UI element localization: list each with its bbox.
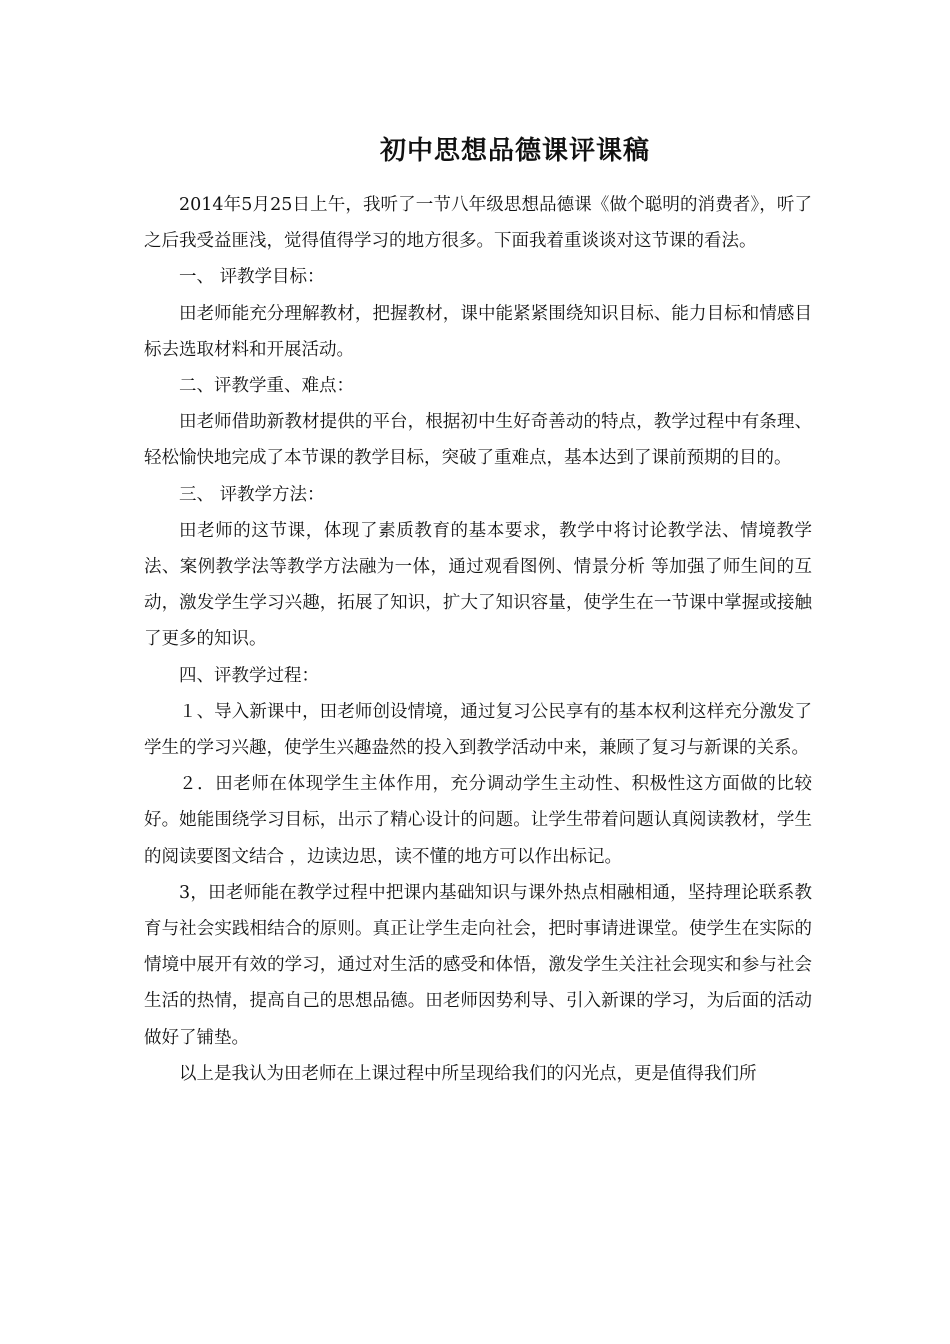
document-body	[144, 187, 812, 1092]
document-title: 初中思想品德课评课稿	[379, 136, 650, 166]
methods-paragraph: 田老师的这节课，体现了素质教育的基本要求，教学中将讨论教学法、情境教学法、案例教学法等教学方法融为一体，通过观看图例、情景分析 等加强了师生间的互动，激发学生学习兴趣，拓展了知识，扩大了知识容量，使学生在一节课中掌握或接触了更多的知识。	[144, 520, 812, 650]
goals-paragraph: 田老师能充分理解教材，把握教材，课中能紧紧围绕知识目标、能力目标和情感目标去选取材料和开展活动。	[144, 303, 812, 360]
section-heading-key-points: 二、评教学重、难点：	[179, 376, 354, 397]
section-heading-goals: 一、 评教学目标：	[179, 267, 325, 288]
process-item-2: ２．田老师在体现学生主体作用，充分调动学生主动性、积极性这方面做的比较好。她能围绕学习目标，出示了精心设计的问题。让学生带着问题认真阅读教材，学生的阅读要图文结合 ，边读边思，读不懂的地方可以作出标记。	[144, 774, 812, 867]
intro-paragraph: 2014年5月25日上午，我听了一节八年级思想品德课《做个聪明的消费者》，听了之后我受益匪浅，觉得值得学习的地方很多。下面我着重谈谈对这节课的看法。	[144, 195, 812, 252]
section-heading-methods: 三、 评教学方法：	[179, 484, 325, 505]
key-points-paragraph: 田老师借助新教材提供的平台，根据初中生好奇善动的特点，教学过程中有条理、轻松愉快地完成了本节课的教学目标，突破了重难点，基本达到了课前预期的目的。	[144, 412, 812, 469]
conclusion-paragraph: 以上是我认为田老师在上课过程中所呈现给我们的闪光点，更是值得我们所	[179, 1063, 757, 1084]
process-item-1: １、导入新课中，田老师创设情境，通过复习公民享有的基本权利这样充分激发了学生的学习兴趣，使学生兴趣盎然的投入到教学活动中来，兼顾了复习与新课的关系。	[144, 701, 812, 759]
process-item-3: 3，田老师能在教学过程中把课内基础知识与课外热点相融相通，坚持理论联系教育与社会实践相结合的原则。真正让学生走向社会，把时事请进课堂。使学生在实际的情境中展开有效的学习，通过对生活的感受和体悟，激发学生关注社会现实和参与社会生活的热情，提高自己的思想品德。田老师因势利导、引入新课的学习，为后面的活动做好了铺垫。	[144, 882, 812, 1048]
section-heading-process: 四、评教学过程：	[179, 665, 319, 686]
